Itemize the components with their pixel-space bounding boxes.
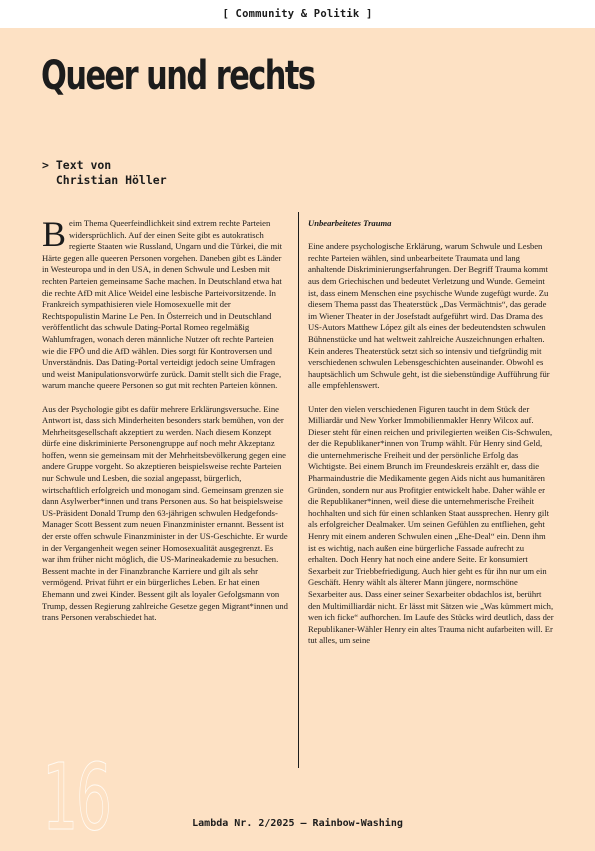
- paragraph-text: eim Thema Queerfeindlichkeit sind extrem rechte Parteien widersprüchlich. Auf der einen Seite gibt es autokratisch regierte Staaten wie Russland, Ungarn und die Türkei, die mit Härte gegen alle queeren Personen vorgehen. Daneben gibt es Länder in Westeuropa und in den USA, in denen Schwule und Lesben mit rechten Parteien gemeinsame Sache machen. In Deutschland etwa hat die rechte AfD mit Alice Weidel eine lesbische Parteivorsitzende. In Frankreich sympathisieren viele Homosexuelle mit der Rechtspopulistin Marine Le Pen. In Österreich und in Deutschland veröffentlicht das schwule Dating-Portal Romeo regelmäßig Wahlumfragen, wonach deren männliche Nutzer oft rechte Parteien wie die FPÖ und die AfD wählen. Dies sorgt für Kontroversen und Unverständnis. Das Dating-Portal verteidigt jedoch seine Umfragen und weist Manipulationsvorwürfe zurück. Damit stellt sich die Frage, warum manche queere Personen so gut mit rechten Parteien können.: [42, 218, 282, 391]
- paragraph: Unter den vielen verschiedenen Figuren taucht in dem Stück der Milliardär und New Yorker Immobilienmakler Henry Wilcox auf. Dieser steht für einen reichen und privilegierten weißen Cis-Schwulen, der die Republikaner*innen von Trump wählt. Für Henry sind Geld, die unternehmerische Freiheit und der persönliche Erfolg das Wichtigste. Bei einem Brunch im Freundeskreis erzählt er, dass die Pharmaindustrie die Medikamente gegen Aids nicht aus humanitären Gründen, sondern nur aus Profitgier entwickelt habe. Daher wähle er die Republikaner*innen, weil diese die unternehmerische Freiheit hochhalten und sich für einen schlanken Staat aussprechen. Henry gilt als erfolgreicher Dealmaker. Um seinen Gefühlen zu entfliehen, geht Henry mit einem anderen Schwulen einen „Ehe-Deal“ ein. Denn ihm ist es wichtig, nach außen eine bürgerliche Fassade aufrecht zu erhalten. Doch Henry hat noch eine andere Seite. Er konsumiert Sexarbeit zur Triebbefriedigung. Auch hier geht es für ihn nur um ein Geschäft. Henry wählt als älterer Mann jüngere, normschöne Sexarbeiter aus. Dass einer seiner Sexarbeiter obdachlos ist, berührt den Multimilliardär nicht. Er lässt mit Sätzen wie „Was kümmert mich, wen ich ficke“ aufhorchen. Im Laufe des Stücks wird deutlich, dass der Republikaner-Wähler Henry ein altes Trauma nicht aufarbeiten will. Er tut alles, um seine: [308, 403, 554, 646]
- footer: Lambda Nr. 2/2025 — Rainbow-Washing: [192, 818, 403, 829]
- subheading: Unbearbeitetes Trauma: [308, 218, 392, 228]
- page-number: 16: [42, 744, 110, 851]
- right-column: [308, 218, 554, 659]
- drop-cap: B: [42, 214, 67, 254]
- section-label: [ Community & Politik ]: [222, 8, 373, 20]
- paragraph: Eine andere psychologische Erklärung, warum Schwule und Lesben rechte Parteien wählen, sind unbearbeitete Traumata und lang anhaltende Diskriminierungserfahrungen. Der Begriff Trauma kommt aus dem Griechischen und bedeutet Verletzung und Wunde. Gemeint ist, dass einem Menschen eine psychische Wunde zugefügt wurde. Zu diesem Thema passt das Theaterstück „Das Vermächtnis“, das gerade im Wiener Theater in der Josefstadt aufgeführt wird. Das Drama des US-Autors Matthew López gilt als eines der bedeutendsten schwulen Bühnenstücke und hat weltweit zahlreiche Auszeichnungen erhalten. Kein anderes Theaterstück setzt sich so intensiv und tiefgründig mit verschiedenen schwulen Lebensgeschichten auseinander. Obwohl es hauptsächlich um Schwule geht, ist die siebenstündige Aufführung für alle empfehlenswert.: [308, 241, 550, 391]
- left-column: [42, 214, 288, 635]
- paragraph: Aus der Psychologie gibt es dafür mehrere Erklärungsversuche. Eine Antwort ist, dass sich Minderheiten besonders stark bemühen, von der Mehrheitsgesellschaft akzeptiert zu werden. Nach diesem Konzept dürfe eine diskriminierte Personengruppe auf noch mehr Akzeptanz hoffen, wenn sie gemeinsam mit der Mehrheitsbevölkerung gegen eine andere Gruppe vorgeht. So akzeptieren beispielsweise rechte Parteien nur Schwule und Lesben, die sozial angepasst, bürgerlich, wirtschaftlich erfolgreich und monogam sind. Gemeinsam grenzen sie dann Asylwerber*innen und trans Personen aus. So hat beispielsweise US-Präsident Donald Trump den 63-jährigen schwulen Hedgefonds-Manager Scott Bessent zum neuen Finanzminister ernannt. Bessent ist der erste offen schwule Finanzminister in der US-Geschichte. Er wurde in der Vergangenheit wegen seiner Homosexualität ausgegrenzt. Es war ihm früher nicht möglich, die US-Marineakademie zu besuchen. Bessent machte in der Finanzbranche Karriere und gilt als sehr vermögend. Privat führt er ein bürgerliches Leben. Er hat einen Ehemann und zwei Kinder. Bessent gilt als loyaler Gefolgsmann von Trump, dessen Regierung zahlreiche Gesetze gegen Migrant*innen und trans Personen verabschiedet hat.: [42, 403, 288, 623]
- column-divider: [298, 212, 299, 768]
- paragraph: [42, 214, 288, 392]
- byline: > Text von Christian Höller: [42, 158, 167, 187]
- article-headline: Queer und rechts: [41, 53, 315, 99]
